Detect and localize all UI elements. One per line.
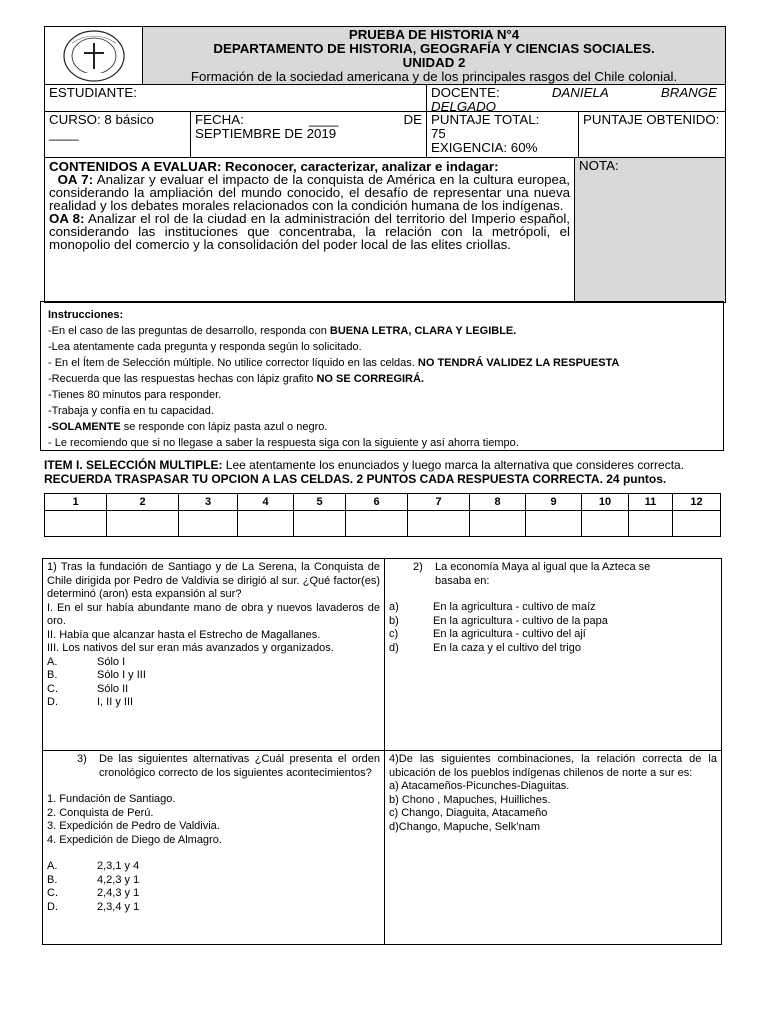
question-row: [43, 559, 721, 751]
course-blank: ____: [49, 126, 79, 141]
answer-cell[interactable]: [346, 511, 408, 537]
q2-stem: La economía Maya al igual que la Azteca se: [435, 561, 651, 573]
exam-title-block: [143, 27, 725, 84]
q1-option-c[interactable]: C. Sólo II: [47, 682, 129, 695]
q1-stem: 1) Tras la fundación de Santiago y de La Serena, la Conquista de Chile dirigida por Pedro de Valdivia se dirigió al sur. ¿Qué factor(es) determinó (aron) esta expansión al sur?: [47, 561, 380, 600]
q4-option-b[interactable]: b) Chono , Mapuches, Huilliches.: [389, 793, 551, 806]
contents-heading: CONTENIDOS A EVALUAR: Reconocer, caracterizar, analizar e indagar:: [49, 159, 499, 174]
department-name: DEPARTAMENTO DE HISTORIA, GEOGRAFÍA Y CIENCIAS SOCIALES.: [213, 41, 655, 56]
answer-grid-number: 5: [294, 494, 346, 511]
item1-label: ITEM I. SELECCIÓN MULTIPLE:: [44, 458, 223, 472]
q3-stem-block: [47, 753, 380, 780]
answer-cell[interactable]: [179, 511, 238, 537]
instruction-line: -Lea atentamente cada pregunta y responda según lo solicitado.: [48, 341, 362, 353]
oa8-paragraph: [49, 212, 570, 251]
answer-grid-number: 1: [45, 494, 107, 511]
q2-stem-cont: basaba en:: [435, 574, 490, 587]
score-total-field: [427, 112, 579, 157]
school-logo: [45, 27, 143, 84]
question-4: [385, 751, 721, 944]
q1-statement: I. En el sur había abundante mano de obra y nuevos lavaderos de oro.: [47, 601, 380, 627]
q2-option-d[interactable]: d) En la caza y el cultivo del trigo: [389, 641, 581, 654]
q3-option-c[interactable]: C. 2,4,3 y 1: [47, 887, 140, 899]
item1-header: [44, 458, 734, 486]
answer-cell[interactable]: [238, 511, 294, 537]
instruction-line: - En el Ítem de Selección múltiple. No utilice corrector líquido en las celdas. NO TENDRÁ VALIDEZ LA RESPUESTA: [48, 357, 620, 369]
instruction-line: -Trabaja y confía en tu capacidad.: [48, 405, 214, 417]
oa8-label: OA 8:: [49, 211, 85, 226]
oa8-text: Analizar el rol de la ciudad en la administración del territorio del Imperio español, considerando las instituciones que concentraba, la relación con la metrópoli, el monopolio del comercio y la consolidación del poder local de las elites criollas.: [49, 211, 570, 252]
student-field[interactable]: [45, 85, 427, 111]
answer-cell[interactable]: [582, 511, 629, 537]
course-field[interactable]: [45, 112, 191, 157]
answer-cell[interactable]: [470, 511, 526, 537]
requirement-label: EXIGENCIA: 60%: [431, 140, 538, 155]
answer-grid-number: 10: [582, 494, 629, 511]
oa7-label: OA 7:: [57, 172, 94, 187]
answer-cell[interactable]: [45, 511, 107, 537]
q3-number: 3): [77, 753, 87, 765]
contents-cell: [45, 158, 575, 302]
item1-reminder: RECUERDA TRASPASAR TU OPCION A LAS CELDAS. 2 PUNTOS CADA RESPUESTA CORRECTA. 24 puntos.: [44, 472, 667, 486]
q4-stem: 4)De las siguientes combinaciones, la relación correcta de la ubicación de los pueblos indígenas chilenos de norte a sur es:: [389, 753, 717, 779]
instructions-heading: Instrucciones:: [48, 309, 124, 321]
q3-option-b[interactable]: B. 4,2,3 y 1: [47, 873, 140, 886]
answer-grid-number: 7: [408, 494, 470, 511]
course-row: [45, 112, 725, 158]
instruction-line: - Le recomiendo que si no llegase a saber la respuesta siga con la siguiente y así ahorra tiempo.: [48, 437, 519, 449]
note-label: NOTA:: [579, 158, 619, 173]
instruction-line: -Recuerda que las respuestas hechas con lápiz grafito NO SE CORREGIRÁ.: [48, 373, 425, 385]
oa7-text: Analizar y evaluar el impacto de la conquista de América en la cultura europea, considerando la ampliación del mundo conocido, el desafío de representar una nueva realidad y los debates morales relacionados con la condición humana de los indígenas.: [49, 172, 570, 213]
answer-grid-number: 9: [526, 494, 582, 511]
score-total-label: PUNTAJE TOTAL:: [431, 112, 540, 127]
q3-event: 4. Expedición de Diego de Almagro.: [47, 833, 222, 846]
answer-grid-number: 4: [238, 494, 294, 511]
instruction-line: -SOLAMENTE se responde con lápiz pasta azul o negro.: [48, 421, 328, 433]
q2-option-b[interactable]: b) En la agricultura - cultivo de la papa: [389, 614, 608, 627]
date-de: DE: [403, 112, 422, 127]
answer-grid-number: 12: [673, 494, 721, 511]
q2-option-c[interactable]: c) En la agricultura - cultivo del ají: [389, 628, 586, 640]
answer-grid-answers: [45, 511, 721, 537]
exam-title: PRUEBA DE HISTORIA N°4: [348, 27, 520, 42]
item1-description: [44, 458, 734, 472]
answer-cell[interactable]: [107, 511, 179, 537]
q3-event: 3. Expedición de Pedro de Valdivia.: [47, 820, 220, 832]
teacher-label: DOCENTE:: [431, 85, 500, 100]
q1-option-a[interactable]: A. Sólo I: [47, 655, 126, 668]
q2-option-a[interactable]: a) En la agricultura - cultivo de maíz: [389, 601, 596, 613]
q3-stem: De las siguientes alternativas ¿Cuál presenta el orden cronológico correcto de los siguientes acontecimientos?: [99, 753, 380, 779]
unit-label: UNIDAD 2: [402, 55, 466, 70]
q4-option-d[interactable]: d)Chango, Mapuche, Selk’nam: [389, 820, 541, 833]
q4-option-c[interactable]: c) Chango, Diaguita, Atacameño: [389, 807, 548, 819]
student-row: [45, 85, 725, 112]
question-3: [43, 751, 385, 944]
q3-option-a[interactable]: A. 2,3,1 y 4: [47, 860, 140, 872]
q3-event: 2. Conquista de Perú.: [47, 806, 154, 819]
student-label: ESTUDIANTE:: [49, 85, 137, 100]
score-total-value: 75: [431, 126, 446, 141]
question-row: [43, 751, 721, 944]
q3-event: 1. Fundación de Santiago.: [47, 793, 176, 805]
teacher-name-second: BRANGE: [660, 85, 717, 100]
grade-field[interactable]: [575, 158, 725, 302]
instruction-line: -En el caso de las preguntas de desarrollo, responda con BUENA LETRA, CLARA Y LEGIBLE.: [48, 325, 517, 337]
answer-grid: [44, 493, 721, 537]
q1-option-d[interactable]: D. I, II y III: [47, 696, 134, 708]
q3-option-d[interactable]: D. 2,3,4 y 1: [47, 900, 140, 913]
answer-grid-number: 11: [629, 494, 673, 511]
question-2: [385, 559, 721, 750]
q2-number: 2): [413, 561, 423, 573]
score-obtained-label: PUNTAJE OBTENIDO:: [583, 112, 720, 127]
teacher-name-third: DELGADO: [431, 99, 497, 114]
question-1: [43, 559, 385, 750]
q1-statement: II. Había que alcanzar hasta el Estrecho de Magallanes.: [47, 628, 321, 641]
q1-option-b[interactable]: B. Sólo I y III: [47, 669, 146, 681]
date-label: FECHA:: [195, 112, 244, 127]
instruction-line: -Tienes 80 minutos para responder.: [48, 389, 222, 401]
answer-cell[interactable]: [526, 511, 582, 537]
unit-subtitle: Formación de la sociedad americana y de los principales rasgos del Chile colonial.: [190, 69, 678, 84]
date-blank: ____: [308, 112, 339, 127]
teacher-name-first: DANIELA: [551, 85, 609, 100]
school-seal-icon: [58, 29, 130, 83]
answer-grid-number: 3: [179, 494, 238, 511]
oa7-paragraph: [49, 173, 570, 212]
questions-table: [42, 558, 722, 945]
q4-option-a[interactable]: a) Atacameños-Picunches-Diaguitas.: [389, 780, 570, 792]
score-obtained-field[interactable]: [579, 112, 725, 157]
answer-grid-number: 8: [470, 494, 526, 511]
q1-statement: III. Los nativos del sur eran más avanzados y organizados.: [47, 642, 334, 654]
answer-cell[interactable]: [673, 511, 721, 537]
date-value: SEPTIEMBRE DE 2019: [195, 126, 337, 141]
teacher-field: [427, 85, 725, 114]
contents-row: [45, 158, 725, 302]
answer-grid-number: 2: [107, 494, 179, 511]
answer-cell[interactable]: [629, 511, 673, 537]
date-field[interactable]: [191, 112, 427, 157]
answer-grid-header: [45, 494, 721, 511]
exam-header: [44, 26, 726, 303]
answer-cell[interactable]: [408, 511, 470, 537]
instructions-box: [40, 301, 724, 451]
course-label: CURSO: 8 básico: [49, 112, 154, 127]
q2-stem-line: [389, 561, 717, 575]
answer-grid-number: 6: [346, 494, 408, 511]
answer-cell[interactable]: [294, 511, 346, 537]
item1-text: Lee atentamente los enunciados y luego marca la alternativa que consideres correcta.: [222, 458, 685, 472]
